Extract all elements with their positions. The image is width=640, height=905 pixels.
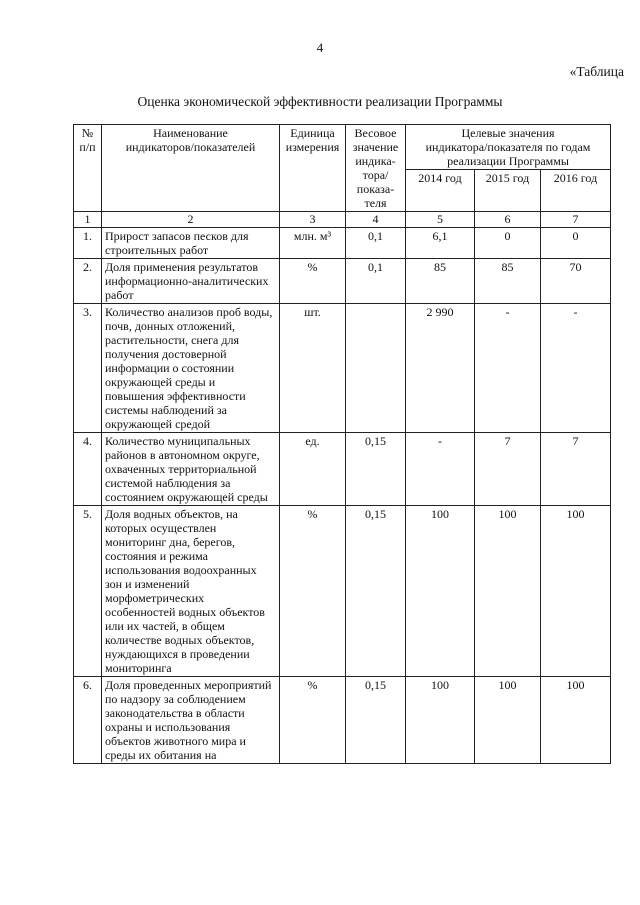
value-2015: -	[475, 304, 541, 433]
table-caption: «Таблица	[569, 64, 624, 79]
row-number: 2.	[74, 259, 102, 304]
column-number: 6	[475, 212, 541, 228]
page-number: 4	[316, 40, 324, 55]
header-unit: Единица измерения	[280, 125, 346, 212]
indicator-name: Прирост запасов песков для строительных работ	[102, 228, 280, 259]
weight-value: 0,15	[346, 433, 406, 506]
table-row	[74, 433, 611, 506]
value-2014: 100	[406, 506, 475, 677]
row-number: 5.	[74, 506, 102, 677]
row-number: 3.	[74, 304, 102, 433]
value-2016: -	[541, 304, 611, 433]
header-num: № п/п	[74, 125, 102, 212]
value-2016: 70	[541, 259, 611, 304]
column-number: 5	[406, 212, 475, 228]
column-number-row	[74, 212, 611, 228]
row-number: 6.	[74, 677, 102, 764]
indicator-name: Количество анализов проб воды, почв, донных отложений, растительности, снега для получения достоверной информации о состоянии окружающей среды и повышения эффективности системы наблюдений за окружающей средой	[102, 304, 280, 433]
header-targets: Целевые значения индикатора/показателя по годам реализации Программы	[406, 125, 611, 170]
value-2016: 100	[541, 506, 611, 677]
weight-value: 0,1	[346, 259, 406, 304]
value-2015: 7	[475, 433, 541, 506]
row-number: 1.	[74, 228, 102, 259]
value-2014: 6,1	[406, 228, 475, 259]
document-title: Оценка экономической эффективности реализации Программы	[137, 94, 503, 109]
value-2015: 100	[475, 506, 541, 677]
value-2015: 100	[475, 677, 541, 764]
weight-value: 0,15	[346, 677, 406, 764]
value-2015: 0	[475, 228, 541, 259]
table-row	[74, 677, 611, 764]
header-name: Наименование индикаторов/показателей	[102, 125, 280, 212]
row-number: 4.	[74, 433, 102, 506]
indicator-name: Доля проведенных мероприятий по надзору за соблюдением законодательства в области охраны и использования объектов животного мира и среды их обитания на	[102, 677, 280, 764]
weight-value: 0,15	[346, 506, 406, 677]
unit-of-measure: млн. м³	[280, 228, 346, 259]
column-number: 2	[102, 212, 280, 228]
table-row	[74, 259, 611, 304]
value-2016: 100	[541, 677, 611, 764]
header-weight: Весовое значение индика- тора/ показа- теля	[346, 125, 406, 212]
table-row	[74, 228, 611, 259]
column-number: 3	[280, 212, 346, 228]
column-number: 1	[74, 212, 102, 228]
header-year-2014: 2014 год	[406, 170, 475, 212]
value-2014: -	[406, 433, 475, 506]
value-2014: 100	[406, 677, 475, 764]
column-number: 4	[346, 212, 406, 228]
unit-of-measure: шт.	[280, 304, 346, 433]
value-2014: 85	[406, 259, 475, 304]
column-number: 7	[541, 212, 611, 228]
value-2015: 85	[475, 259, 541, 304]
header-year-2016: 2016 год	[541, 170, 611, 212]
unit-of-measure: ед.	[280, 433, 346, 506]
unit-of-measure: %	[280, 677, 346, 764]
indicator-name: Доля применения результатов информационно-аналитических работ	[102, 259, 280, 304]
unit-of-measure: %	[280, 506, 346, 677]
weight-value	[346, 304, 406, 433]
weight-value: 0,1	[346, 228, 406, 259]
indicators-table	[73, 124, 611, 764]
value-2016: 7	[541, 433, 611, 506]
value-2016: 0	[541, 228, 611, 259]
table-row	[74, 304, 611, 433]
unit-of-measure: %	[280, 259, 346, 304]
indicator-name: Доля водных объектов, на которых осуществлен мониторинг дна, берегов, состояния и режима использования водоохранных зон и изменений морфометрических особенностей водных объектов или их частей, в общем количестве водных объектов, нуждающихся в проведении мониторинга	[102, 506, 280, 677]
table-row	[74, 506, 611, 677]
indicator-name: Количество муниципальных районов в автономном округе, охваченных территориальной системой наблюдения за состоянием окружающей среды	[102, 433, 280, 506]
header-year-2015: 2015 год	[475, 170, 541, 212]
value-2014: 2 990	[406, 304, 475, 433]
